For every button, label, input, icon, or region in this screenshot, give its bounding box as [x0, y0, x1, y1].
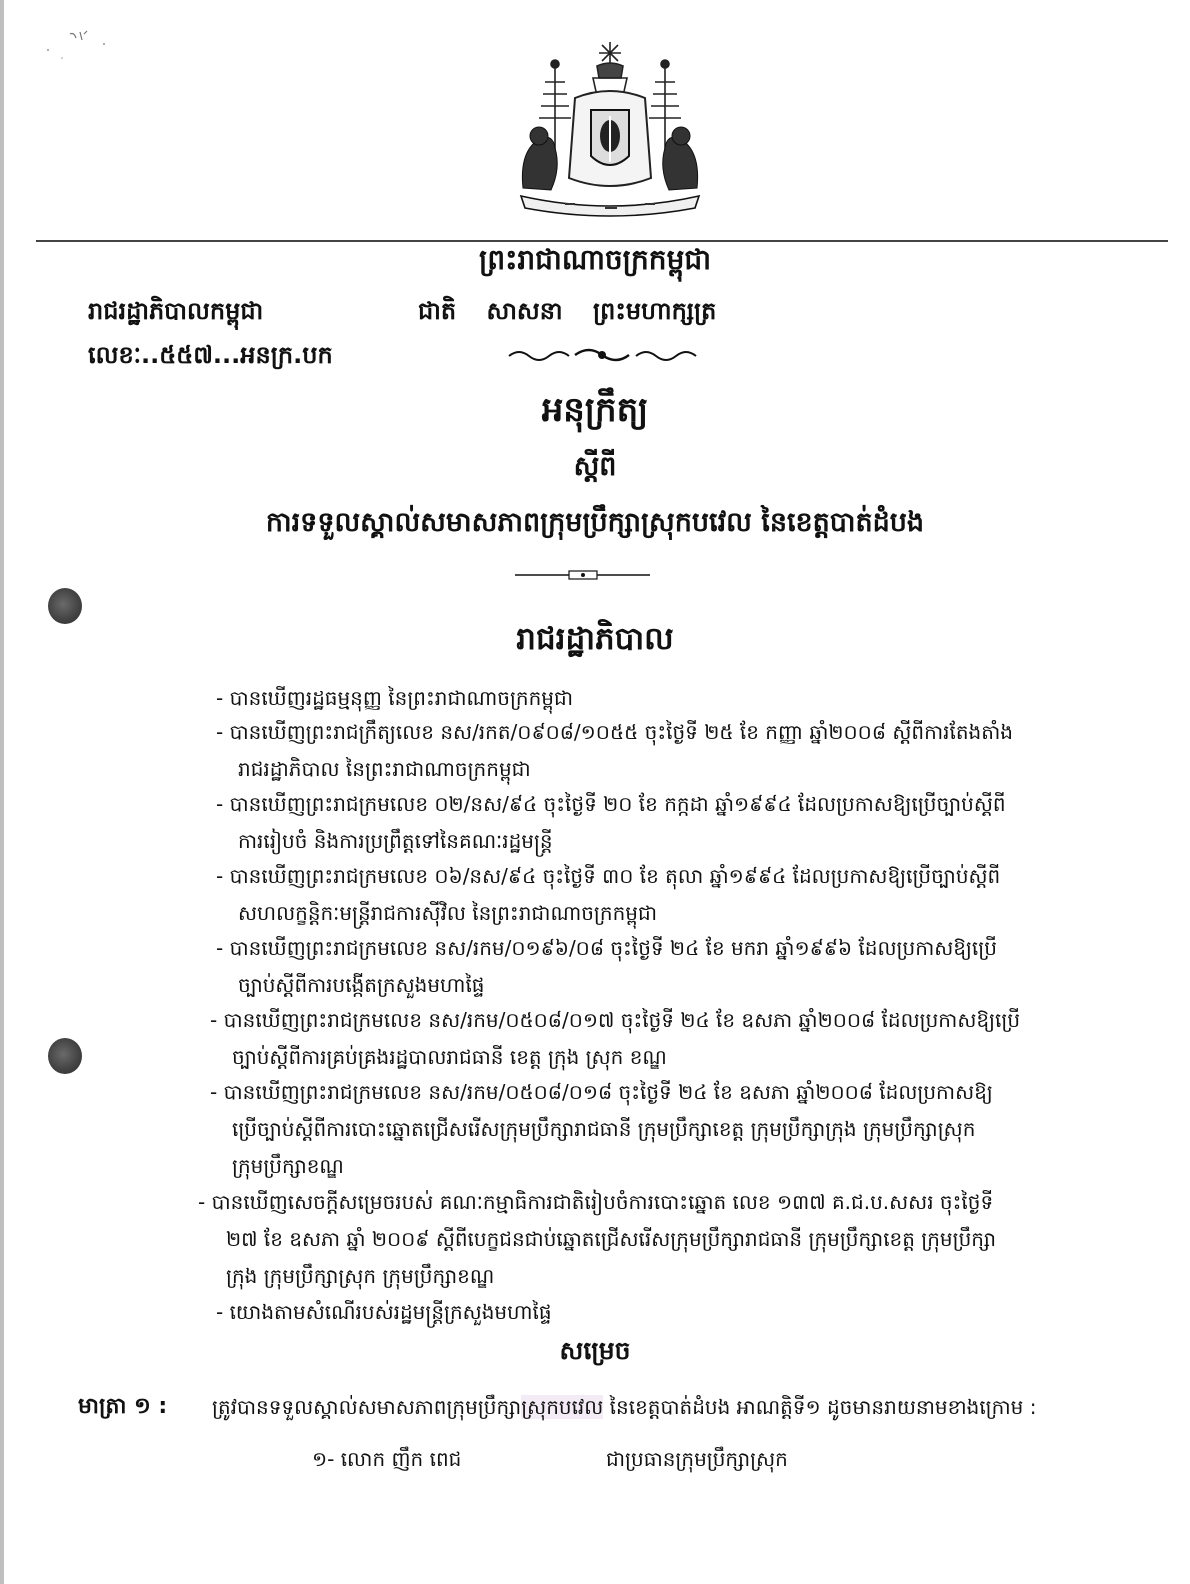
royal-coat-of-arms-emblem: [505, 38, 715, 218]
preamble-item: - បានឃើញព្រះរាជក្រមលេខ នស/រកម/០៥០៨/០១៧ ចុះថ្ងៃទី ២៤ ខែ ឧសភា ឆ្នាំ២០០៨ ដែលប្រកាសឱ្យប្រើ ច្បាប់ស្តីពីការគ្រប់គ្រងរដ្ឋបាលរាជធានី ខេត្ត ក្រុង ស្រុក ខណ្ឌ: [210, 1008, 1021, 1069]
scan-marks: [40, 28, 120, 68]
government-name: រាជរដ្ឋាភិបាលកម្ពុជា: [88, 297, 264, 325]
preamble-item: - យោងតាមសំណើរបស់រដ្ឋមន្ត្រីក្រសួងមហាផ្ទៃ: [216, 1300, 552, 1324]
preamble-item: - បានឃើញព្រះរាជក្រមលេខ នស/រកម/០៥០៨/០១៨ ចុះថ្ងៃទី ២៤ ខែ ឧសភា ឆ្នាំ២០០៨ ដែលប្រកាសឱ្យ ប្រើច្បាប់ស្តីពីការបោះឆ្នោតជ្រើសរើសក្រុមប្រឹក្សារាជធានី ក្រុមប្រឹក្សាខេត្ត ក្រុមប្រឹក្សាក្រុង ក្រុមប្រឹក្សាស្រុក ក្រុមប្រឹក្សាខណ្ឌ: [210, 1080, 993, 1178]
preamble-item: - បានឃើញព្រះរាជក្រមលេខ ០២/នស/៩៤ ចុះថ្ងៃទី ២០ ខែ កក្កដា ឆ្នាំ១៩៩៤ ដែលប្រកាសឱ្យប្រើច្បាប់ស្តីពី ការរៀបចំ និងការប្រព្រឹត្តទៅនៃគណៈរដ្ឋមន្ត្រី: [216, 792, 1006, 853]
preamble-item: - បានឃើញរដ្ឋធម្មនុញ្ញ នៃព្រះរាជាណាចក្រកម្ពុជា: [216, 686, 574, 710]
decision-heading: សម្រេច: [559, 1336, 631, 1365]
member-role: ជាប្រធានក្រុមប្រឹក្សាស្រុក: [606, 1447, 788, 1471]
government-heading: រាជរដ្ឋាភិបាល: [516, 621, 674, 657]
preamble-item: - បានឃើញព្រះរាជក្រមលេខ ០៦/នស/៩៤ ចុះថ្ងៃទី ៣០ ខែ តុលា ឆ្នាំ១៩៩៤ ដែលប្រកាសឱ្យប្រើច្បាប់ស្តីពី សហលក្ខន្តិកៈមន្ត្រីរាជការស៊ីវិល នៃព្រះរាជាណាចក្រកម្ពុជា: [216, 864, 1001, 925]
article-text: ត្រូវបានទទួលស្គាល់សមាសភាពក្រុមប្រឹក្សាស្រុកបវេល នៃខេត្តបាត់ដំបង អាណត្តិទី១ ដូចមានរាយនាមខាងក្រោម :: [212, 1395, 1037, 1419]
document-number: លេខៈ..៥៥៧...អនក្រ.បក: [88, 341, 333, 369]
title-divider: [515, 568, 650, 582]
highlighted-district-name: ស្រុកបវេល: [521, 1395, 604, 1419]
decree-about-label: ស្តីពី: [573, 451, 617, 482]
national-motto: ជាតិ សាសនា ព្រះមហាក្សត្រ: [418, 297, 717, 325]
decree-title: អនុក្រឹត្យ: [541, 390, 649, 430]
member-name: ១- លោក ញឹក ពេជ: [312, 1447, 462, 1471]
article-label: មាត្រា ១ :: [78, 1394, 168, 1419]
punch-hole: [48, 588, 82, 624]
kingdom-title: ព្រះរាជាណាចក្រកម្ពុជា: [478, 243, 711, 276]
punch-hole: [48, 1038, 82, 1074]
preamble-item: - បានឃើញព្រះរាជក្រមលេខ នស/រកម/០១៩៦/០៨ ចុះថ្ងៃទី ២៤ ខែ មករា ឆ្នាំ១៩៩៦ ដែលប្រកាសឱ្យប្រើ ច្បាប់ស្តីពីការបង្កើតក្រសួងមហាផ្ទៃ: [216, 936, 997, 997]
decree-subject: ការទទួលស្គាល់សមាសភាពក្រុមប្រឹក្សាស្រុកបវេល នៃខេត្តបាត់ដំបង: [265, 507, 925, 538]
preamble-item: - បានឃើញព្រះរាជក្រឹត្យលេខ នស/រកត/០៩០៨/១០៥៥ ចុះថ្ងៃទី ២៥ ខែ កញ្ញា ឆ្នាំ២០០៨ ស្តីពីការតែងតាំង រាជរដ្ឋាភិបាល នៃព្រះរាជាណាចក្រកម្ពុជា: [216, 720, 1013, 781]
preamble-item: - បានឃើញសេចក្តីសម្រេចរបស់ គណៈកម្មាធិការជាតិរៀបចំការបោះឆ្នោត លេខ ១៣៧ គ.ជ.ប.សសរ ចុះថ្ងៃទី ២៧ ខែ ឧសភា ឆ្នាំ ២០០៩ ស្តីពីបេក្ខជនជាប់ឆ្នោតជ្រើសរើសក្រុមប្រឹក្សារាជធានី ក្រុមប្រឹក្សាខេត្ត ក្រុមប្រឹក្សា ក្រុង ក្រុមប្រឹក្សាស្រុក ក្រុមប្រឹក្សាខណ្ឌ: [198, 1190, 996, 1288]
motto-ornament: [505, 344, 700, 366]
